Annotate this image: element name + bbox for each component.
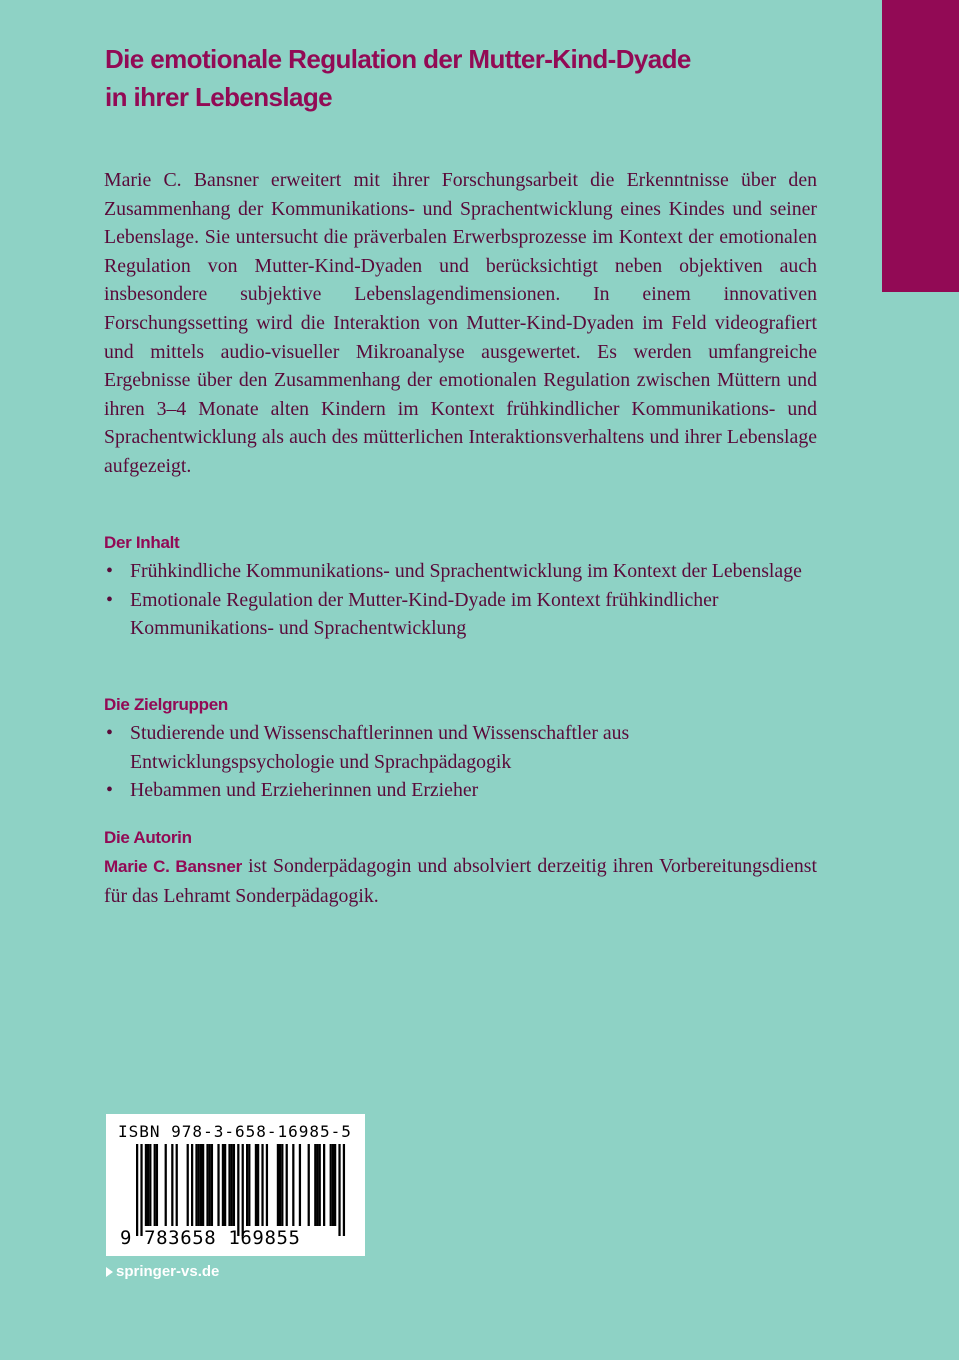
isbn-label: ISBN 978-3-658-16985-5 <box>118 1122 352 1141</box>
targets-heading: Die Zielgruppen <box>104 695 228 714</box>
contents-heading: Der Inhalt <box>104 533 180 552</box>
list-item <box>104 557 817 586</box>
targets-list <box>104 719 817 805</box>
list-item-text: Frühkindliche Kommunikations- und Sprachentwicklung im Kontext der Lebenslage <box>130 560 802 582</box>
barcode-bar <box>343 1144 345 1236</box>
accent-side-bar <box>882 0 959 292</box>
barcode-bar <box>140 1144 142 1236</box>
author-paragraph <box>104 852 817 910</box>
author-heading: Die Autorin <box>104 828 192 847</box>
barcode-bar <box>165 1144 167 1226</box>
list-item-text: Hebammen und Erzieherinnen und Erzieher <box>130 779 479 802</box>
barcode-bar <box>200 1144 202 1226</box>
triangle-right-icon <box>106 1267 113 1277</box>
intro-paragraph: Marie C. Bansner erweitert mit ihrer Forschungsarbeit die Erkenntnisse über den Zusammenhang der Kommunikations- und Sprachentwicklung eines Kindes und seiner Lebenslage. Sie untersucht die präverbalen Erwerbsprozesse im Kontext der emotionalen Regulation von Mutter-Kind-Dyaden und berücksichtigt neben objektiven auch insbesondere subjektive Lebenslagendimensionen. In einem innovativen Forschungssetting wird die Interaktion von Mutter-Kind-Dyaden im Feld videografiert und mittels audio-visueller Mikroanalyse ausgewertet. Es werden umfangreiche Ergebnisse über den Zusammenhang der emotionalen Regulation zwischen Müttern und ihren 3–4 Monate alten Kindern im Kontext frühkindlicher Kommunikations- und Sprachentwicklung als auch des mütterlichen Interaktionsverhaltens und ihrer Lebenslage aufgezeigt. <box>104 169 817 477</box>
barcode-digits: 9 783658 169855 <box>120 1227 301 1249</box>
publisher-url: springer-vs.de <box>116 1263 220 1280</box>
barcode-bar <box>266 1144 268 1226</box>
book-title <box>105 40 805 116</box>
barcode-bar <box>316 1144 318 1226</box>
barcode-bar <box>224 1144 226 1226</box>
barcode-bar <box>187 1144 189 1226</box>
barcode-bar <box>299 1144 301 1226</box>
barcode-bar <box>156 1144 158 1226</box>
barcode-bar <box>319 1144 321 1226</box>
list-item-text: Studierende und Wissenschaftlerinnen und Wissenschaftler aus Entwicklungspsychologie und Sprachpädagogik <box>130 722 630 773</box>
barcode-bar <box>211 1144 213 1226</box>
barcode-bar <box>279 1144 281 1226</box>
barcode-bar <box>171 1144 173 1226</box>
barcode-bar <box>330 1144 332 1226</box>
title-line-1: Die emotionale Regulation der Mutter-Kind-Dyade <box>105 44 691 74</box>
barcode-bar <box>198 1144 200 1226</box>
author-bio: ist Sonderpädagogin und absolviert derzeitig ihren Vorbereitungsdienst für das Lehramt Sonderpädagogik. <box>104 855 817 907</box>
contents-list <box>104 557 817 643</box>
barcode-bar <box>242 1144 244 1236</box>
barcode-bar <box>233 1144 235 1226</box>
barcode-bar <box>231 1144 233 1226</box>
barcode-bar <box>202 1144 204 1226</box>
barcode-bar <box>248 1144 250 1226</box>
list-item <box>104 776 817 805</box>
barcode-bar <box>206 1144 208 1226</box>
bullet-icon: • <box>106 588 113 611</box>
barcode-bar <box>338 1144 340 1236</box>
barcode-panel <box>106 1114 365 1256</box>
barcode-bar <box>292 1144 294 1226</box>
barcode-bar <box>246 1144 248 1226</box>
barcode-bar <box>314 1144 316 1226</box>
barcode-bar <box>332 1144 334 1226</box>
bullet-icon: • <box>106 779 113 802</box>
barcode-bar <box>145 1144 147 1226</box>
barcode-bar <box>277 1144 279 1226</box>
barcode-bar <box>136 1144 138 1236</box>
list-item-text: Emotionale Regulation der Mutter-Kind-Dyade im Kontext frühkindlicher Kommunikations- und Sprachentwicklung <box>130 588 719 640</box>
barcode-bar <box>308 1144 310 1226</box>
barcode-bar <box>147 1144 149 1226</box>
barcode-bar <box>176 1144 178 1226</box>
barcode-bar <box>286 1144 288 1226</box>
barcode-bar <box>323 1144 325 1226</box>
barcode-bar <box>154 1144 156 1226</box>
list-item <box>104 586 817 643</box>
barcode-bar <box>149 1144 151 1226</box>
bullet-icon: • <box>106 560 113 582</box>
barcode-bar <box>261 1144 263 1226</box>
barcode-bar <box>191 1144 193 1226</box>
title-line-2: in ihrer Lebenslage <box>105 82 333 112</box>
barcode-bar <box>222 1144 224 1226</box>
author-name: Marie C. Bansner <box>104 857 243 876</box>
barcode-bar <box>209 1144 211 1226</box>
barcode-bar <box>228 1144 230 1226</box>
barcode-bar <box>217 1144 219 1226</box>
barcode-bar <box>257 1144 259 1226</box>
barcode-bar <box>334 1144 336 1226</box>
barcode-bar <box>195 1144 197 1226</box>
publisher-link[interactable] <box>106 1263 219 1280</box>
barcode-bar <box>237 1144 239 1236</box>
barcode-bar <box>255 1144 257 1226</box>
bullet-icon: • <box>106 722 113 744</box>
list-item <box>104 719 817 776</box>
barcode-bar <box>281 1144 283 1226</box>
